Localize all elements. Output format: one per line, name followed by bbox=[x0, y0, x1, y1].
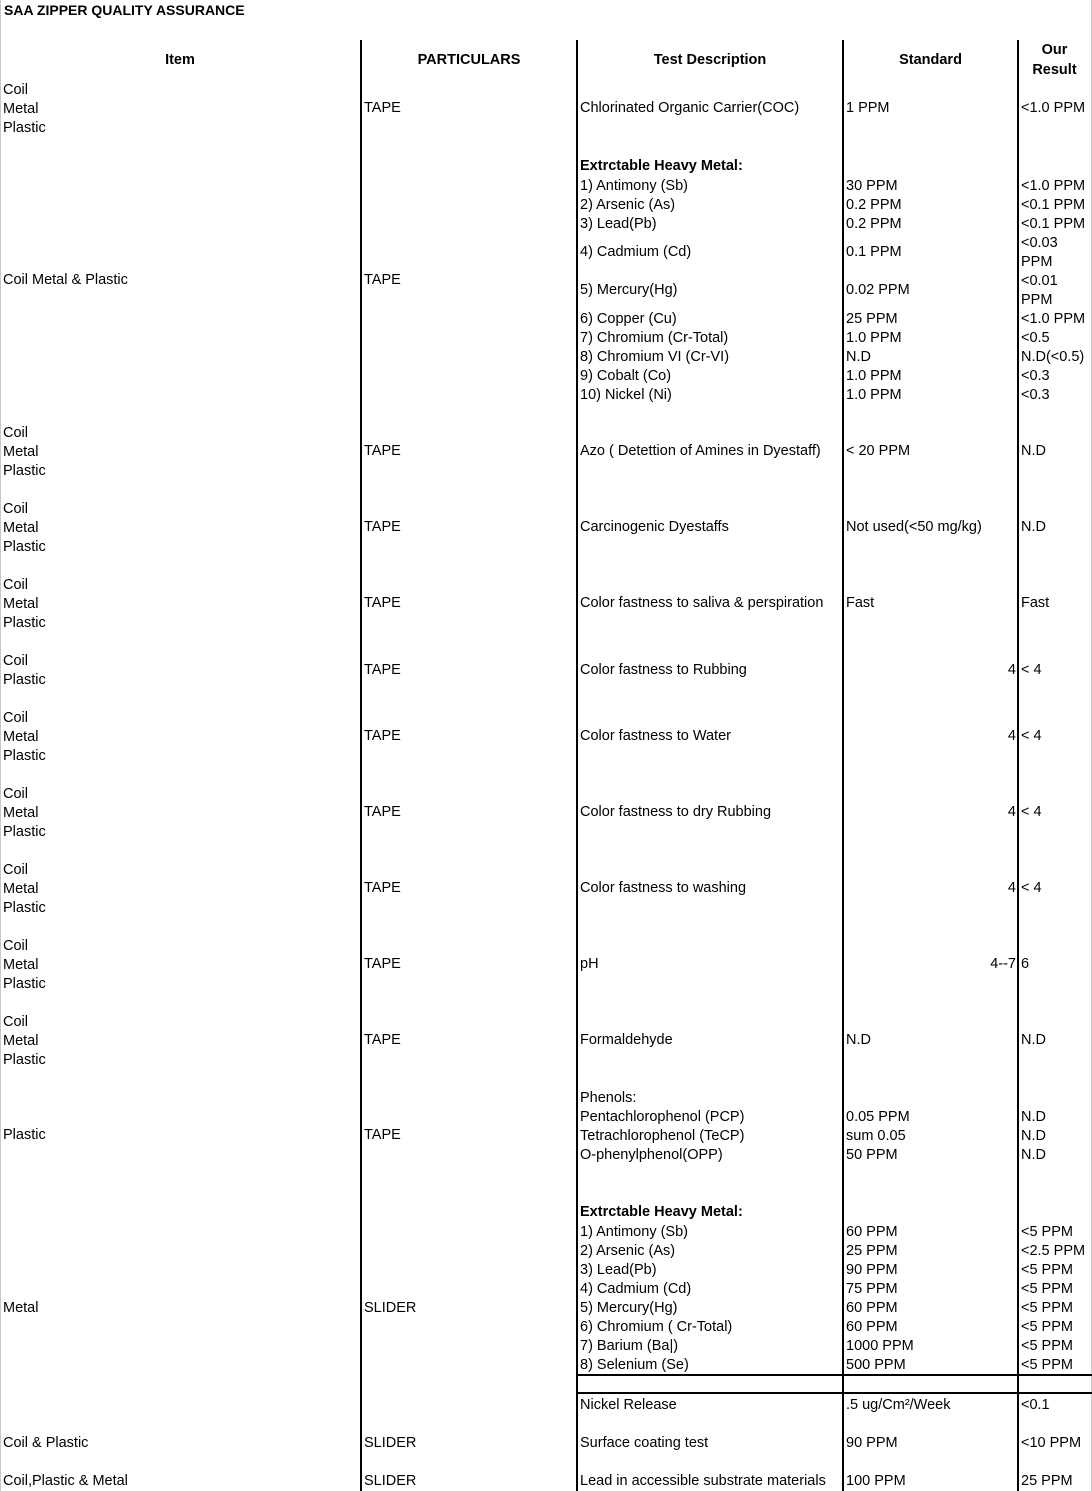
particulars-cell: TAPE bbox=[364, 443, 401, 459]
particulars-cell: TAPE bbox=[364, 880, 401, 896]
item-cell: Plastic bbox=[3, 615, 46, 631]
result-cell: N.D bbox=[1021, 1032, 1046, 1048]
item-cell: Metal bbox=[3, 101, 39, 117]
test-heading: Extrctable Heavy Metal: bbox=[580, 1204, 743, 1220]
particulars-cell: SLIDER bbox=[364, 1473, 417, 1489]
item-cell: Coil bbox=[3, 710, 28, 726]
standard-cell: Not used(<50 mg/kg) bbox=[846, 519, 982, 535]
test-description-cell: 5) Mercury(Hg) bbox=[580, 1300, 678, 1316]
test-description-cell: Lead in accessible substrate materials bbox=[580, 1473, 826, 1489]
item-cell: Plastic bbox=[3, 900, 46, 916]
test-heading: Extrctable Heavy Metal: bbox=[580, 158, 743, 174]
standard-cell: 60 PPM bbox=[846, 1300, 898, 1316]
result-cell: <1.0 PPM bbox=[1021, 178, 1086, 194]
test-description-cell: Color fastness to dry Rubbing bbox=[580, 804, 772, 820]
item-cell: Coil bbox=[3, 1014, 28, 1030]
result-cell: N.D bbox=[1021, 519, 1046, 535]
particulars-cell: TAPE bbox=[364, 519, 401, 535]
test-description-cell: Pentachlorophenol (PCP) bbox=[580, 1109, 745, 1125]
standard-cell: sum 0.05 bbox=[846, 1128, 906, 1144]
standard-cell: 1 PPM bbox=[846, 100, 890, 116]
result-cell: <0.3 bbox=[1021, 368, 1050, 384]
standard-cell: 1000 PPM bbox=[846, 1338, 914, 1354]
result-cell: N.D(<0.5) bbox=[1021, 349, 1085, 365]
column-divider-particulars bbox=[360, 40, 362, 1491]
item-cell: Metal bbox=[3, 881, 39, 897]
particulars-cell: SLIDER bbox=[364, 1435, 417, 1451]
test-heading: Phenols: bbox=[580, 1090, 637, 1106]
test-description-cell: 1) Antimony (Sb) bbox=[580, 178, 688, 194]
test-description-cell: Color fastness to Rubbing bbox=[580, 662, 747, 678]
test-description-cell: 8) Chromium VI (Cr-VI) bbox=[580, 349, 730, 365]
test-description-cell: pH bbox=[580, 956, 599, 972]
item-cell: Coil bbox=[3, 82, 28, 98]
item-cell: Plastic bbox=[3, 463, 46, 479]
standard-cell: 60 PPM bbox=[846, 1224, 898, 1240]
test-description-cell: Color fastness to Water bbox=[580, 728, 731, 744]
standard-cell: 500 PPM bbox=[846, 1357, 906, 1373]
result-cell: <5 PPM bbox=[1021, 1281, 1073, 1297]
test-description-cell: Formaldehyde bbox=[580, 1032, 673, 1048]
item-cell: Plastic bbox=[3, 539, 46, 555]
test-description-cell: 3) Lead(Pb) bbox=[580, 1262, 657, 1278]
result-cell: <5 PPM bbox=[1021, 1357, 1073, 1373]
row-divider bbox=[576, 1392, 1092, 1394]
test-description-cell: 4) Cadmium (Cd) bbox=[580, 244, 692, 260]
test-description-cell: Color fastness to saliva & perspiration bbox=[580, 595, 824, 611]
result-cell: PPM bbox=[1021, 292, 1053, 308]
particulars-cell: TAPE bbox=[364, 1032, 401, 1048]
item-cell: Coil bbox=[3, 501, 28, 517]
header-our-result: Result bbox=[1032, 62, 1077, 78]
header-standard: Standard bbox=[899, 52, 962, 68]
particulars-cell: TAPE bbox=[364, 100, 401, 116]
standard-cell: N.D bbox=[846, 349, 871, 365]
result-cell: <10 PPM bbox=[1021, 1435, 1082, 1451]
standard-cell: 100 PPM bbox=[846, 1473, 906, 1489]
result-cell: < 4 bbox=[1021, 662, 1042, 678]
standard-cell: 4 bbox=[1007, 804, 1016, 820]
test-description-cell: 7) Barium (Ba|) bbox=[580, 1338, 679, 1354]
standard-cell: 90 PPM bbox=[846, 1435, 898, 1451]
particulars-cell: TAPE bbox=[364, 272, 401, 288]
test-description-cell: 6) Copper (Cu) bbox=[580, 311, 677, 327]
header-particulars: PARTICULARS bbox=[417, 52, 521, 68]
standard-cell: 30 PPM bbox=[846, 178, 898, 194]
result-cell: <0.1 PPM bbox=[1021, 216, 1086, 232]
item-cell: Metal bbox=[3, 1033, 39, 1049]
result-cell: <5 PPM bbox=[1021, 1319, 1073, 1335]
test-description-cell: O-phenylphenol(OPP) bbox=[580, 1147, 723, 1163]
result-cell: < 4 bbox=[1021, 880, 1042, 896]
result-cell: <5 PPM bbox=[1021, 1224, 1073, 1240]
standard-cell: Fast bbox=[846, 595, 875, 611]
item-cell: Metal bbox=[3, 596, 39, 612]
result-cell: 25 PPM bbox=[1021, 1473, 1073, 1489]
test-description-cell: 5) Mercury(Hg) bbox=[580, 282, 678, 298]
item-cell: Coil bbox=[3, 653, 28, 669]
result-cell: <5 PPM bbox=[1021, 1300, 1073, 1316]
particulars-cell: TAPE bbox=[364, 804, 401, 820]
test-description-cell: Surface coating test bbox=[580, 1435, 709, 1451]
result-cell: < 4 bbox=[1021, 804, 1042, 820]
item-cell: Metal bbox=[3, 957, 39, 973]
item-cell: Plastic bbox=[3, 748, 46, 764]
standard-cell: < 20 PPM bbox=[846, 443, 911, 459]
result-cell: <0.3 bbox=[1021, 387, 1050, 403]
standard-cell: 75 PPM bbox=[846, 1281, 898, 1297]
column-divider-standard bbox=[842, 40, 844, 1491]
result-cell: 6 bbox=[1021, 956, 1030, 972]
test-description-cell: 1) Antimony (Sb) bbox=[580, 1224, 688, 1240]
standard-cell: 0.1 PPM bbox=[846, 244, 902, 260]
standard-cell: 0.02 PPM bbox=[846, 282, 910, 298]
standard-cell: 0.2 PPM bbox=[846, 197, 902, 213]
particulars-cell: SLIDER bbox=[364, 1300, 417, 1316]
result-cell: <5 PPM bbox=[1021, 1262, 1073, 1278]
result-cell: PPM bbox=[1021, 254, 1053, 270]
result-cell: N.D bbox=[1021, 1109, 1046, 1125]
standard-cell: N.D bbox=[846, 1032, 871, 1048]
standard-cell: 60 PPM bbox=[846, 1319, 898, 1335]
test-description-cell: 9) Cobalt (Co) bbox=[580, 368, 672, 384]
item-cell: Metal bbox=[3, 1300, 39, 1316]
result-cell: Fast bbox=[1021, 595, 1050, 611]
test-description-cell: Color fastness to washing bbox=[580, 880, 747, 896]
test-description-cell: 2) Arsenic (As) bbox=[580, 197, 676, 213]
test-description-cell: 4) Cadmium (Cd) bbox=[580, 1281, 692, 1297]
item-cell: Metal bbox=[3, 805, 39, 821]
item-cell: Coil bbox=[3, 577, 28, 593]
result-cell: N.D bbox=[1021, 1147, 1046, 1163]
test-description-cell: Tetrachlorophenol (TeCP) bbox=[580, 1128, 745, 1144]
result-cell: <5 PPM bbox=[1021, 1338, 1073, 1354]
result-cell: <1.0 PPM bbox=[1021, 311, 1086, 327]
standard-cell: 4 bbox=[1007, 662, 1016, 678]
standard-cell: 0.05 PPM bbox=[846, 1109, 910, 1125]
test-description-cell: 6) Chromium ( Cr-Total) bbox=[580, 1319, 733, 1335]
test-description-cell: 7) Chromium (Cr-Total) bbox=[580, 330, 729, 346]
item-cell: Coil bbox=[3, 862, 28, 878]
result-cell: <2.5 PPM bbox=[1021, 1243, 1086, 1259]
item-cell: Coil bbox=[3, 786, 28, 802]
particulars-cell: TAPE bbox=[364, 1127, 401, 1143]
standard-cell: 0.2 PPM bbox=[846, 216, 902, 232]
item-cell: Coil bbox=[3, 938, 28, 954]
standard-cell: 4 bbox=[1007, 880, 1016, 896]
test-description-cell: 3) Lead(Pb) bbox=[580, 216, 657, 232]
item-cell: Plastic bbox=[3, 672, 46, 688]
result-cell: <0.01 bbox=[1021, 273, 1058, 289]
item-cell: Metal bbox=[3, 444, 39, 460]
result-cell: <0.5 bbox=[1021, 330, 1050, 346]
standard-cell: 4--7 bbox=[990, 956, 1016, 972]
result-cell: <0.1 bbox=[1021, 1397, 1050, 1413]
item-cell: Plastic bbox=[3, 976, 46, 992]
standard-cell: 25 PPM bbox=[846, 311, 898, 327]
item-cell: Coil & Plastic bbox=[3, 1435, 89, 1451]
standard-cell: 1.0 PPM bbox=[846, 387, 902, 403]
result-cell: <0.1 PPM bbox=[1021, 197, 1086, 213]
column-divider-result bbox=[1017, 40, 1019, 1491]
standard-cell: 25 PPM bbox=[846, 1243, 898, 1259]
test-description-cell: Carcinogenic Dyestaffs bbox=[580, 519, 729, 535]
header-our-result: Our bbox=[1041, 42, 1068, 58]
standard-cell: 1.0 PPM bbox=[846, 368, 902, 384]
standard-cell: 1.0 PPM bbox=[846, 330, 902, 346]
particulars-cell: TAPE bbox=[364, 595, 401, 611]
particulars-cell: TAPE bbox=[364, 728, 401, 744]
test-description-cell: Azo ( Detettion of Amines in Dyestaff) bbox=[580, 443, 821, 459]
item-cell: Coil,Plastic & Metal bbox=[3, 1473, 128, 1489]
column-divider-test bbox=[576, 40, 578, 1491]
standard-cell: 90 PPM bbox=[846, 1262, 898, 1278]
result-cell: <1.0 PPM bbox=[1021, 100, 1086, 116]
item-cell: Coil Metal & Plastic bbox=[3, 272, 128, 288]
test-description-cell: Nickel Release bbox=[580, 1397, 677, 1413]
result-cell: <0.03 bbox=[1021, 235, 1058, 251]
item-cell: Metal bbox=[3, 520, 39, 536]
left-edge bbox=[0, 0, 1, 1491]
item-cell: Plastic bbox=[3, 1052, 46, 1068]
particulars-cell: TAPE bbox=[364, 956, 401, 972]
header-item: Item bbox=[165, 52, 195, 68]
test-description-cell: 10) Nickel (Ni) bbox=[580, 387, 672, 403]
item-cell: Plastic bbox=[3, 824, 46, 840]
item-cell: Plastic bbox=[3, 1127, 46, 1143]
header-test-description: Test Description bbox=[653, 52, 767, 68]
standard-cell: .5 ug/Cm²/Week bbox=[846, 1397, 951, 1413]
item-cell: Metal bbox=[3, 729, 39, 745]
test-description-cell: 2) Arsenic (As) bbox=[580, 1243, 676, 1259]
standard-cell: 50 PPM bbox=[846, 1147, 898, 1163]
item-cell: Coil bbox=[3, 425, 28, 441]
document-title: SAA ZIPPER QUALITY ASSURANCE bbox=[4, 2, 245, 18]
result-cell: N.D bbox=[1021, 1128, 1046, 1144]
result-cell: < 4 bbox=[1021, 728, 1042, 744]
particulars-cell: TAPE bbox=[364, 662, 401, 678]
result-cell: N.D bbox=[1021, 443, 1046, 459]
standard-cell: 4 bbox=[1007, 728, 1016, 744]
test-description-cell: Chlorinated Organic Carrier(COC) bbox=[580, 100, 800, 116]
item-cell: Plastic bbox=[3, 120, 46, 136]
test-description-cell: 8) Selenium (Se) bbox=[580, 1357, 689, 1373]
